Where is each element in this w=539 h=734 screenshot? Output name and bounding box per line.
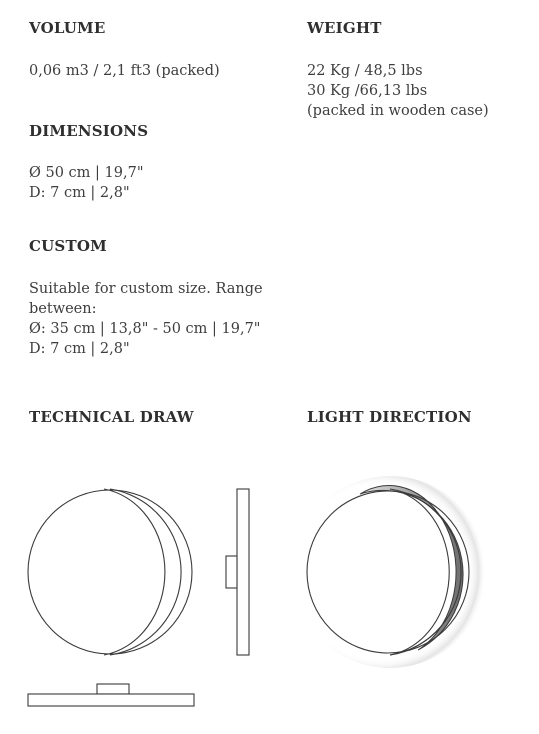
volume-value: 0,06 m3 / 2,1 ft3 (packed) xyxy=(29,63,220,79)
custom-line-depth: D: 7 cm | 2,8" xyxy=(29,341,130,357)
technical-top-view xyxy=(28,684,194,706)
technical-crescent-inner xyxy=(104,489,165,655)
technical-side-mount xyxy=(226,556,237,588)
volume-heading: VOLUME xyxy=(29,19,106,37)
technical-draw-heading: TECHNICAL DRAW xyxy=(29,408,194,426)
custom-line-range: Ø: 35 cm | 13,8" - 50 cm | 19,7" xyxy=(29,321,261,337)
technical-top-plate xyxy=(28,694,194,706)
light-direction-heading: LIGHT DIRECTION xyxy=(307,408,472,426)
technical-front-circle xyxy=(28,490,192,654)
dimensions-depth: D: 7 cm | 2,8" xyxy=(29,185,130,201)
weight-line-note: (packed in wooden case) xyxy=(307,103,489,119)
custom-line-1: Suitable for custom size. Range xyxy=(29,281,263,297)
custom-line-2: between: xyxy=(29,301,97,317)
technical-side-view xyxy=(226,489,249,655)
weight-heading: WEIGHT xyxy=(307,19,382,37)
weight-line-net: 22 Kg / 48,5 lbs xyxy=(307,63,423,79)
dimensions-heading: DIMENSIONS xyxy=(29,122,149,140)
custom-heading: CUSTOM xyxy=(29,237,107,255)
dimensions-diameter: Ø 50 cm | 19,7" xyxy=(29,165,144,181)
weight-line-packed: 30 Kg /66,13 lbs xyxy=(307,83,428,99)
technical-front-view xyxy=(28,489,192,655)
light-direction-view xyxy=(294,476,486,668)
technical-side-plate xyxy=(237,489,249,655)
technical-top-mount xyxy=(97,684,129,694)
